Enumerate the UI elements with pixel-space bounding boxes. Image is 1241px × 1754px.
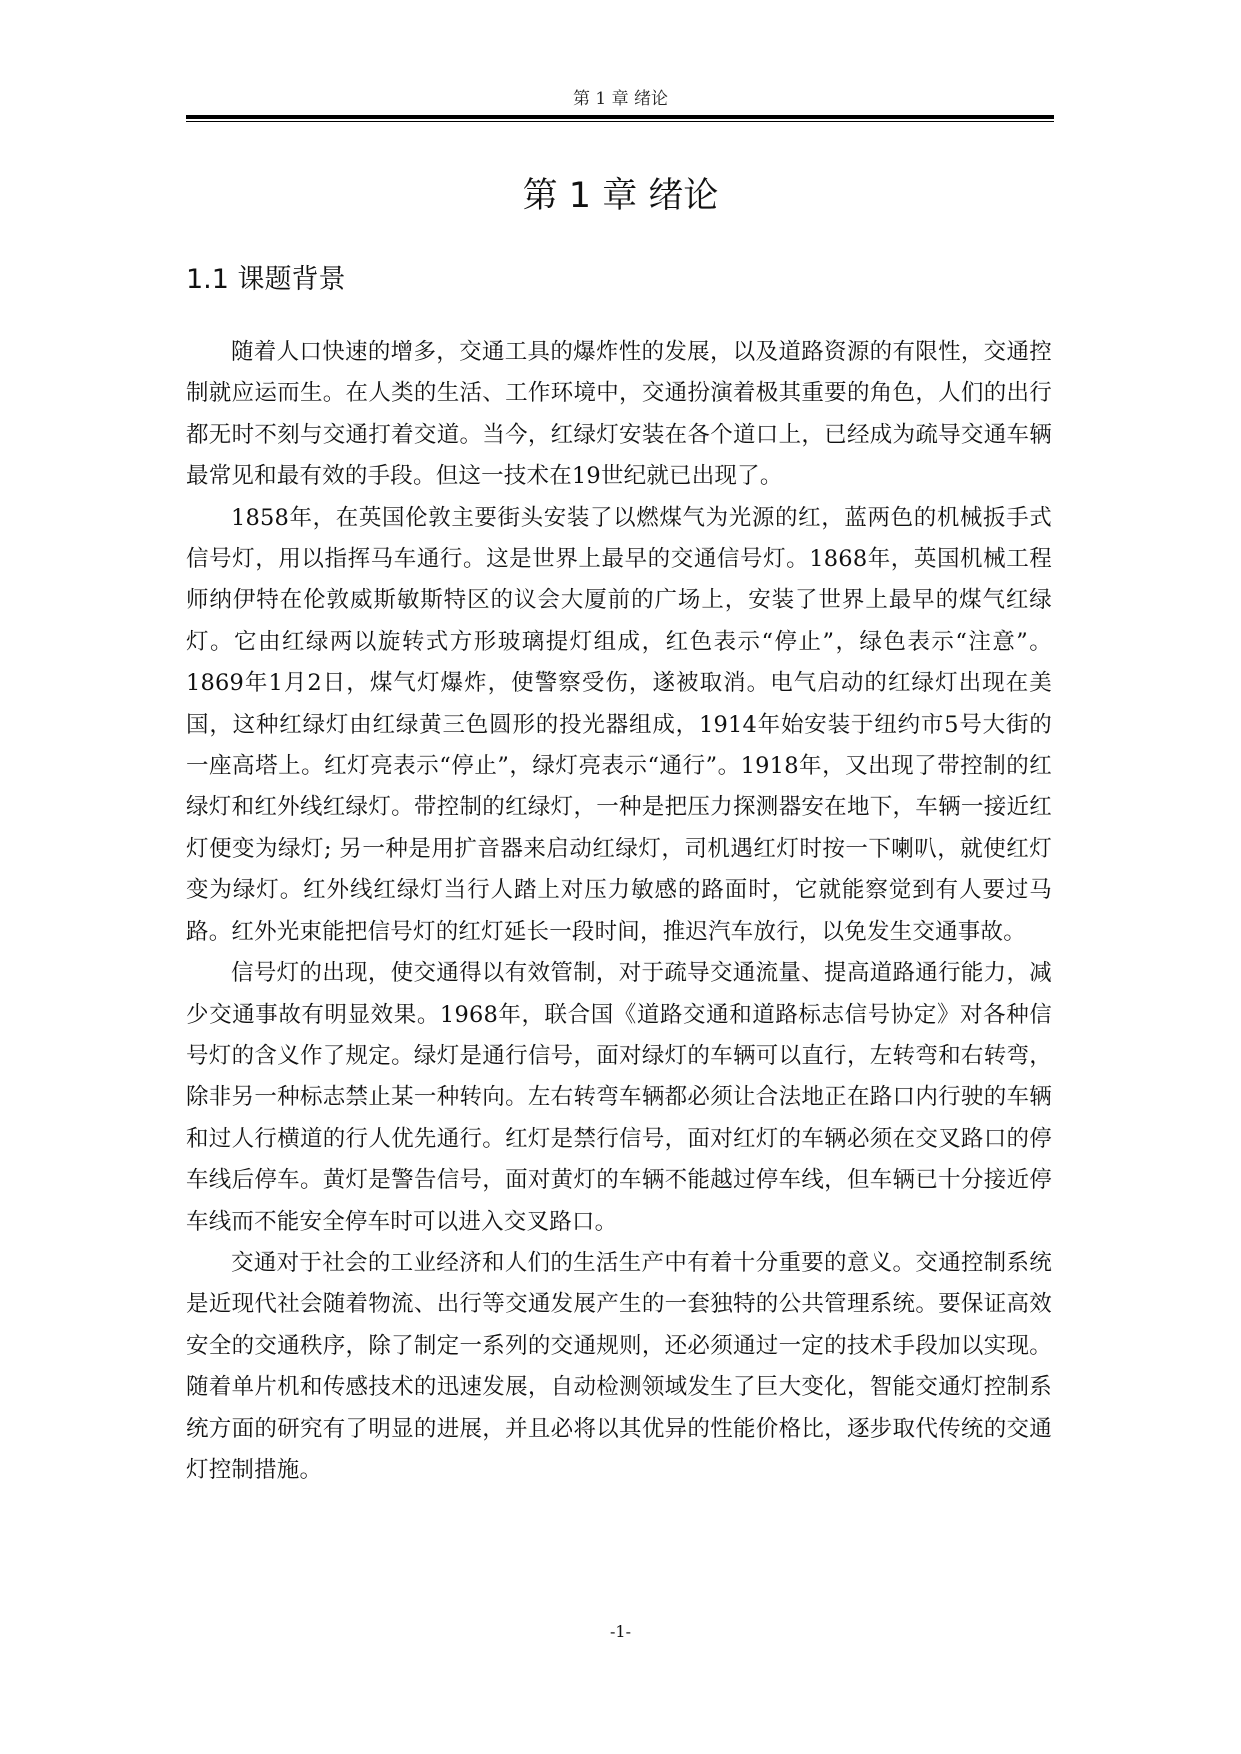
section-title: 1.1 课题背景 xyxy=(186,264,346,295)
page-number: -1- xyxy=(610,1622,631,1641)
body-text xyxy=(186,332,1052,1491)
paragraph-2: 1858年，在英国伦敦主要街头安装了以燃煤气为光源的红，蓝两色的机械扳手式信号灯，用以指挥马车通行。这是世界上最早的交通信号灯。1868年，英国机械工程师纳伊特在伦敦威斯敏斯特区的议会大厦前的广场上，安装了世界上最早的煤气红绿灯。它由红绿两以旋转式方形玻璃提灯组成，红色表示“停止”，绿色表示“注意”。1869年1月2日，煤气灯爆炸，使警察受伤，遂被取消。电气启动的红绿灯出现在美国，这种红绿灯由红绿黄三色圆形的投光器组成，1914年始安装于纽约市5号大街的一座高塔上。红灯亮表示“停止”，绿灯亮表示“通行”。1918年，又出现了带控制的红绿灯和红外线红绿灯。带控制的红绿灯，一种是把压力探测器安在地下，车辆一接近红灯便变为绿灯; 另一种是用扩音器来启动红绿灯，司机遇红灯时按一下喇叭，就使红灯变为绿灯。红外线红绿灯当行人踏上对压力敏感的路面时，它就能察觉到有人要过马路。红外光束能把信号灯的红灯延长一段时间，推迟汽车放行，以免发生交通事故。 xyxy=(186,504,1052,945)
paragraph-3: 信号灯的出现，使交通得以有效管制，对于疏导交通流量、提高道路通行能力，减少交通事故有明显效果。1968年，联合国《道路交通和道路标志信号协定》对各种信号灯的含义作了规定。绿灯是通行信号，面对绿灯的车辆可以直行，左转弯和右转弯，除非另一种标志禁止某一种转向。左右转弯车辆都必须让合法地正在路口内行驶的车辆和过人行横道的行人优先通行。红灯是禁行信号，面对红灯的车辆必须在交叉路口的停车线后停车。黄灯是警告信号，面对黄灯的车辆不能越过停车线，但车辆已十分接近停车线而不能安全停车时可以进入交叉路口。 xyxy=(186,960,1052,1235)
chapter-title: 第 1 章 绪论 xyxy=(522,176,719,216)
paragraph-4: 交通对于社会的工业经济和人们的生活生产中有着十分重要的意义。交通控制系统是近现代社会随着物流、出行等交通发展产生的一套独特的公共管理系统。要保证高效安全的交通秩序，除了制定一系列的交通规则，还必须通过一定的技术手段加以实现。随着单片机和传感技术的迅速发展，自动检测领域发生了巨大变化，智能交通灯控制系统方面的研究有了明显的进展，并且必将以其优异的性能价格比，逐步取代传统的交通灯控制措施。 xyxy=(186,1249,1052,1483)
paragraph-1: 随着人口快速的增多，交通工具的爆炸性的发展，以及道路资源的有限性，交通控制就应运而生。在人类的生活、工作环境中，交通扮演着极其重要的角色，人们的出行都无时不刻与交通打着交道。当今，红绿灯安装在各个道口上，已经成为疏导交通车辆最常见和最有效的手段。但这一技术在19世纪就已出现了。 xyxy=(186,339,1052,490)
header-rule-thin xyxy=(186,121,1054,122)
running-header: 第 1 章 绪论 xyxy=(572,89,669,109)
header-rule-thick xyxy=(186,115,1054,119)
